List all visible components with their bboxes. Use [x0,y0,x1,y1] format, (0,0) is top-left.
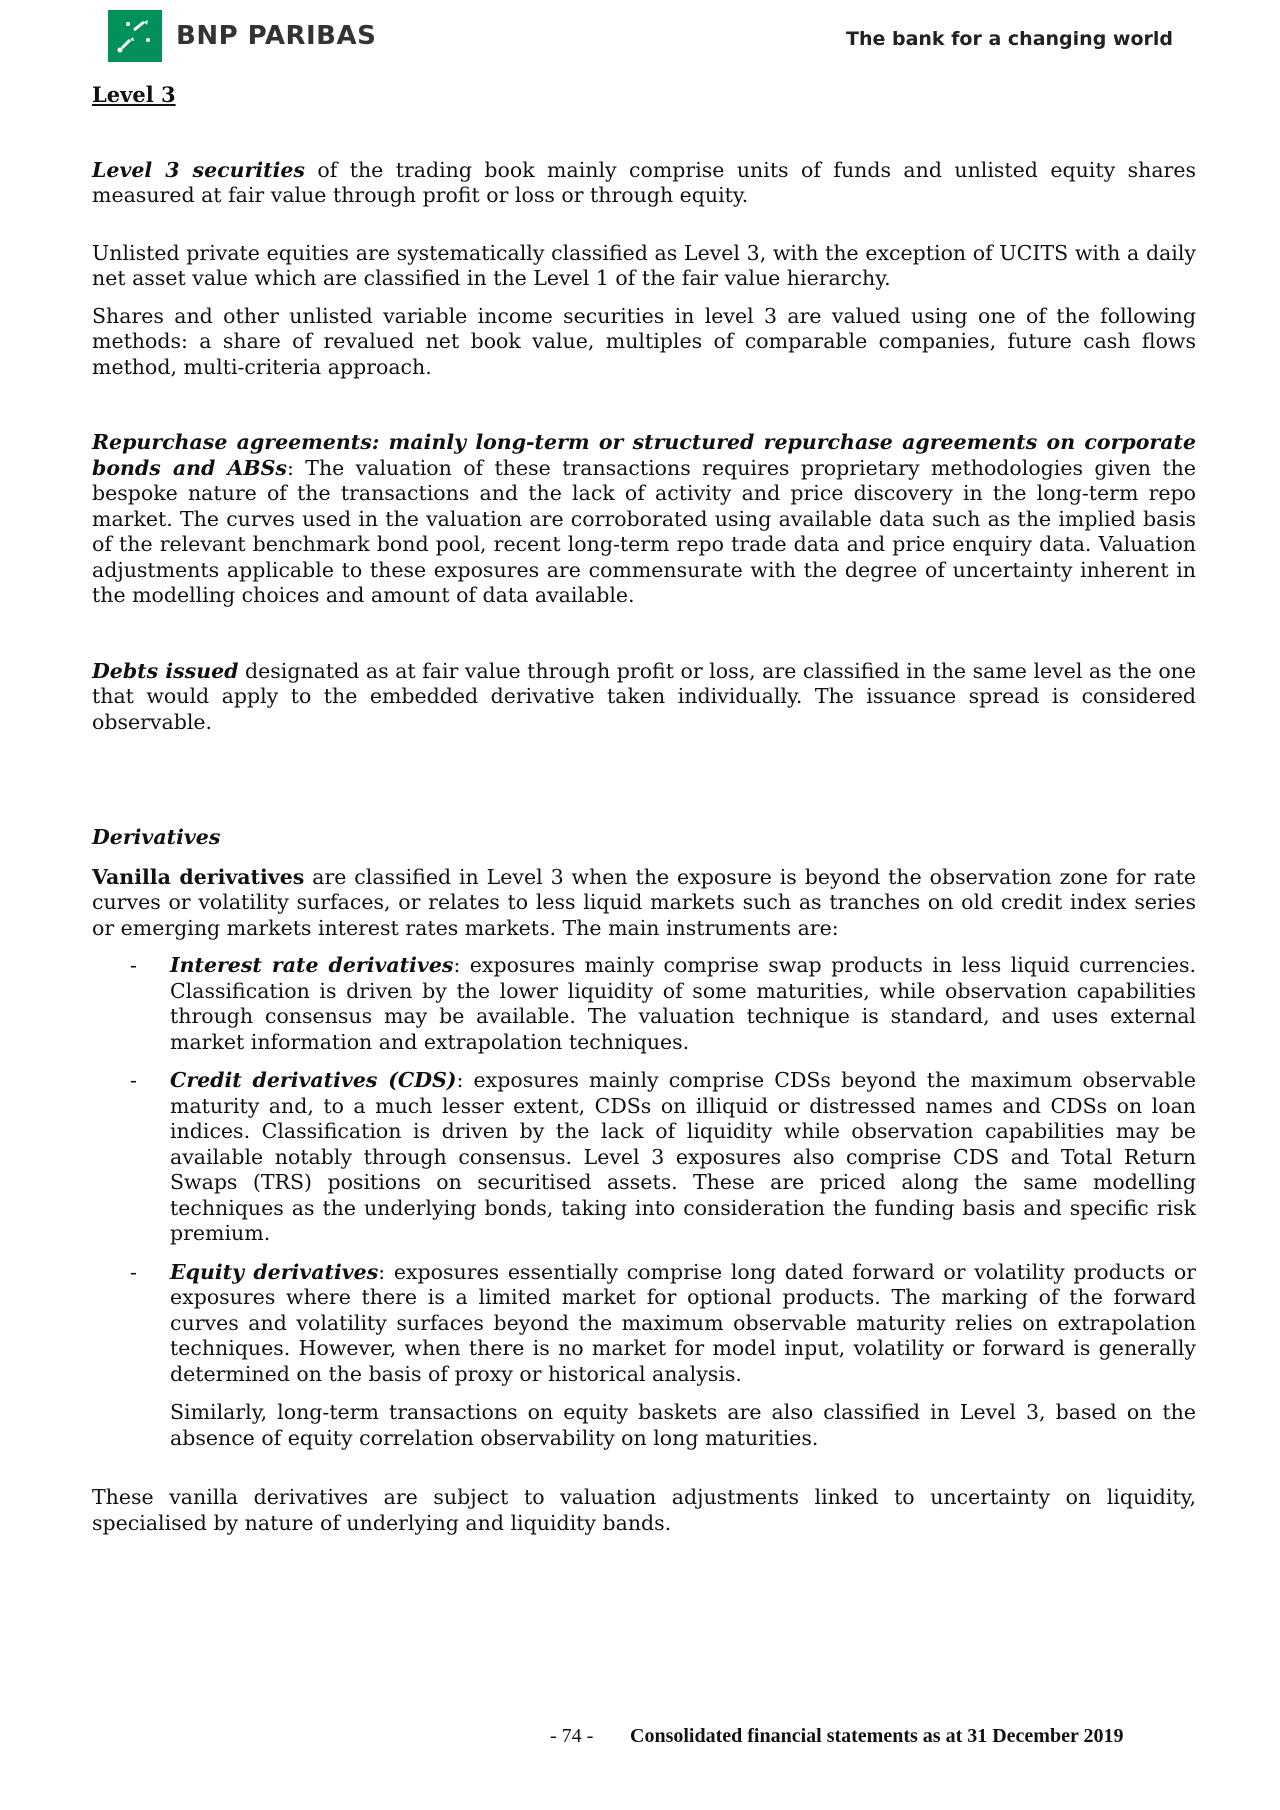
term-repurchase-agreements: Repurchase agreements: mainly long-term or structured repurchase agreements on corporate bonds and ABSs [92,430,1196,480]
page-header [0,0,1280,80]
paragraph-equity-baskets: Similarly, long-term transactions on equity baskets are also classified in Level 3, based on the absence of equity correlation observability on long maturities. [170,1400,1196,1450]
paragraph-level3-securities [92,158,1196,209]
derivatives-heading: Derivatives [92,825,221,849]
term-debts-issued: Debts issued [92,658,239,683]
list-item [92,1068,1196,1247]
paragraph-unlisted-equities: Unlisted private equities are systematically classified as Level 3, with the exception of UCITS with a daily net asset value which are classified in the Level 1 of the fair value hierarchy. [92,240,1196,290]
brand-name: BNP PARIBAS [176,21,377,51]
paragraph-text: of the trading book mainly comprise units of funds and unlisted equity shares measured at fair value through profit or loss or through equity. [92,157,1196,207]
list-item-text: : exposures essentially comprise long dated forward or volatility products or exposures where there is a limited market for optional products. The marking of the forward curves and volatility surfaces beyond the maximum observable maturity relies on extrapolation techniques. However, when there is no market for model input, volatility or forward is generally determined on the basis of proxy or historical analysis. [170,1259,1196,1386]
paragraph-debts-issued [92,659,1196,736]
paragraph-text: are classified in Level 3 when the exposure is beyond the observation zone for rate curves or volatility surfaces, or relates to less liquid markets such as tranches on old credit index series or emerging markets interest rates markets. The main instruments are: [92,864,1197,940]
tagline: The bank for a changing world [845,28,1173,50]
dash-bullet: - [130,953,137,977]
list-item [92,1260,1196,1388]
paragraph-repurchase-agreements [92,430,1196,609]
bnp-stars-logo-icon [108,10,162,62]
term-vanilla-derivatives: Vanilla derivatives [92,864,305,889]
document-body [92,78,1196,1536]
paragraph-valuation-adjustments: These vanilla derivatives are subject to valuation adjustments linked to uncertainty on liquidity, specialised by nature of underlying and liquidity bands. [92,1485,1196,1535]
list-item-text: : exposures mainly comprise CDSs beyond the maximum observable maturity and, to a much lesser extent, CDSs on illiquid or distressed names and CDSs on loan indices. Classification is driven by the lack of liquidity while observation capabilities may be available notably through consensus. Level 3 exposures also comprise CDS and Total Return Swaps (TRS) positions on securitised assets. These are priced along the same modelling techniques as the underlying bonds, taking into consideration the funding basis and specific risk premium. [170,1068,1196,1245]
paragraph-text: designated as at fair value through profit or loss, are classified in the same level as the one that would apply to the embedded derivative taken individually. The issuance spread is considered observable. [92,658,1196,734]
instrument-list [92,953,1196,1387]
list-item-text: : exposures mainly comprise swap products in less liquid currencies. Classification is driven by the lower liquidity of some maturities, while observation capabilities through consensus may be available. The valuation technique is standard, and uses external market information and extrapolation techniques. [170,953,1196,1054]
dash-bullet: - [130,1068,137,1092]
paragraph-text: : The valuation of these transactions requires proprietary methodologies given the bespoke nature of the transactions and the lack of activity and price discovery in the long-term repo market. The curves used in the valuation are corroborated using available data such as the implied basis of the relevant benchmark bond pool, recent long-term repo trade data and price enquiry data. Valuation adjustments applicable to these exposures are commensurate with the degree of uncertainty inherent in the modelling choices and amount of data available. [92,455,1196,607]
term-credit-derivatives: Credit derivatives (CDS) [170,1068,457,1092]
term-interest-rate-derivatives: Interest rate derivatives [170,953,454,977]
paragraph-valuation-methods: Shares and other unlisted variable income securities in level 3 are valued using one of the following methods: a share of revalued net book value, multiples of comparable companies, future cash flows method, multi-criteria approach. [92,303,1196,379]
section-heading: Level 3 [92,82,176,107]
footer-title: Consolidated financial statements as at 31 December 2019 [630,1725,1124,1747]
list-item [92,953,1196,1055]
bnp-logo [108,10,376,62]
paragraph-vanilla-derivatives [92,865,1196,942]
page-number: - 74 - [550,1725,594,1747]
term-equity-derivatives: Equity derivatives [170,1259,379,1284]
dash-bullet: - [130,1259,137,1284]
term-level3-securities: Level 3 securities [92,157,305,182]
